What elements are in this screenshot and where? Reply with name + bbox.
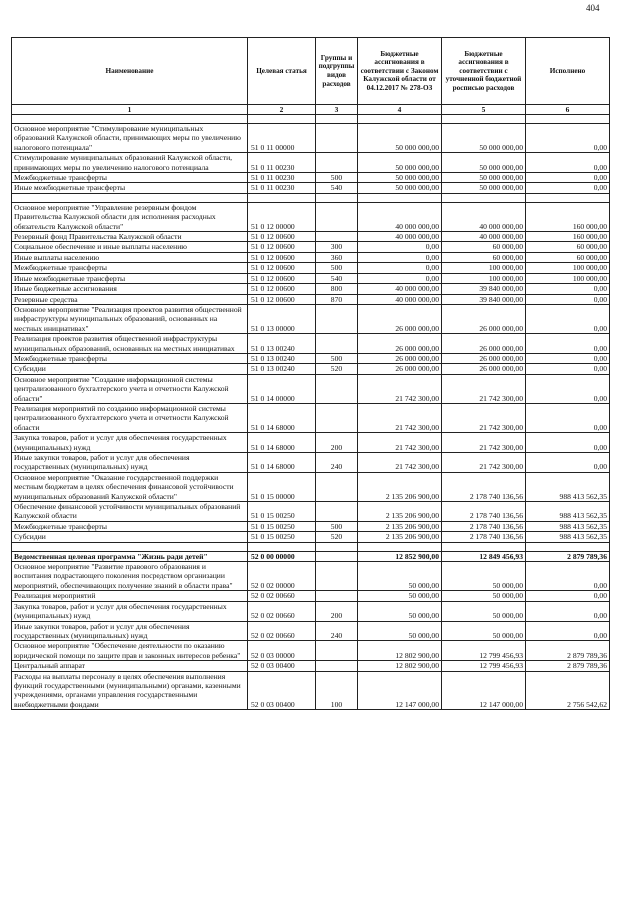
cell-target-code: 51 0 12 00600 — [248, 252, 316, 262]
table-row — [12, 153, 610, 173]
spacer-cell — [358, 115, 442, 124]
cell-executed: 0,00 — [526, 153, 610, 173]
cell-budget-law: 40 000 000,00 — [358, 294, 442, 304]
cell-expense-kind — [316, 661, 358, 671]
cell-budget-law: 2 135 206 900,00 — [358, 502, 442, 522]
cell-expense-kind — [316, 232, 358, 242]
cell-executed: 0,00 — [526, 621, 610, 641]
header-budget-law: Бюджетные ассигнования в соответствии с Законом Калужской области от 04.12.2017 № 278-ОЗ — [358, 38, 442, 105]
spacer-cell — [248, 542, 316, 551]
cell-executed: 0,00 — [526, 374, 610, 403]
cell-target-code: 52 0 03 00400 — [248, 661, 316, 671]
cell-name: Закупка товаров, работ и услуг для обеспечения государственных (муниципальных) нужд — [12, 601, 248, 621]
cell-budget-refined: 39 840 000,00 — [442, 284, 526, 294]
cell-name: Закупка товаров, работ и услуг для обеспечения государственных (муниципальных) нужд — [12, 433, 248, 453]
cell-name: Основное мероприятие "Создание информационной системы централизованного бухгалтерского учета и отчетности Калужской области" — [12, 374, 248, 403]
cell-name: Основное мероприятие "Стимулирование муниципальных образований Калужской области, принимающих меры по увеличению налогового потенциала" — [12, 124, 248, 153]
cell-executed: 2 879 789,36 — [526, 641, 610, 661]
cell-name: Центральный аппарат — [12, 661, 248, 671]
cell-expense-kind — [316, 403, 358, 432]
cell-budget-law: 40 000 000,00 — [358, 284, 442, 294]
cell-target-code: 52 0 02 00660 — [248, 621, 316, 641]
cell-budget-law: 40 000 000,00 — [358, 202, 442, 231]
cell-target-code: 52 0 03 00400 — [248, 671, 316, 710]
cell-name: Социальное обеспечение и иные выплаты населению — [12, 242, 248, 252]
cell-budget-law: 21 742 300,00 — [358, 403, 442, 432]
cell-executed: 0,00 — [526, 433, 610, 453]
table-row — [12, 671, 610, 710]
cell-budget-refined: 21 742 300,00 — [442, 374, 526, 403]
cell-expense-kind — [316, 304, 358, 333]
cell-name: Иные закупки товаров, работ и услуг для обеспечения государственных (муниципальных) нужд — [12, 621, 248, 641]
table-row — [12, 304, 610, 333]
cell-budget-refined: 26 000 000,00 — [442, 364, 526, 374]
table-row — [12, 472, 610, 501]
cell-budget-law: 12 147 000,00 — [358, 671, 442, 710]
spacer-row — [12, 193, 610, 202]
col-number: 5 — [442, 105, 526, 115]
header-name: Наименование — [12, 38, 248, 105]
cell-target-code: 52 0 02 00660 — [248, 601, 316, 621]
cell-target-code: 51 0 15 00250 — [248, 521, 316, 531]
cell-executed: 0,00 — [526, 294, 610, 304]
cell-target-code: 52 0 03 00000 — [248, 641, 316, 661]
cell-budget-law: 2 135 206 900,00 — [358, 521, 442, 531]
cell-budget-refined: 60 000,00 — [442, 242, 526, 252]
cell-target-code: 52 0 02 00000 — [248, 562, 316, 591]
cell-name: Обеспечение финансовой устойчивости муниципальных образований Калужской области — [12, 502, 248, 522]
cell-budget-refined: 2 178 740 136,56 — [442, 472, 526, 501]
table-row — [12, 374, 610, 403]
cell-budget-refined: 100 000,00 — [442, 263, 526, 273]
cell-expense-kind: 200 — [316, 433, 358, 453]
spacer-cell — [316, 115, 358, 124]
cell-expense-kind — [316, 591, 358, 601]
cell-target-code: 51 0 11 00230 — [248, 183, 316, 193]
cell-budget-refined: 40 000 000,00 — [442, 202, 526, 231]
cell-executed: 100 000,00 — [526, 273, 610, 283]
table-row — [12, 364, 610, 374]
spacer-row — [12, 115, 610, 124]
cell-budget-refined: 50 000 000,00 — [442, 124, 526, 153]
cell-expense-kind — [316, 374, 358, 403]
cell-executed: 0,00 — [526, 591, 610, 601]
spacer-cell — [358, 542, 442, 551]
cell-executed: 988 413 562,35 — [526, 472, 610, 501]
cell-target-code: 51 0 14 68000 — [248, 453, 316, 473]
cell-executed: 0,00 — [526, 601, 610, 621]
spacer-cell — [526, 115, 610, 124]
cell-target-code: 51 0 13 00240 — [248, 364, 316, 374]
cell-expense-kind — [316, 334, 358, 354]
cell-executed: 60 000,00 — [526, 242, 610, 252]
cell-budget-law: 26 000 000,00 — [358, 353, 442, 363]
cell-executed: 0,00 — [526, 183, 610, 193]
cell-budget-law: 2 135 206 900,00 — [358, 532, 442, 542]
cell-budget-refined: 21 742 300,00 — [442, 433, 526, 453]
cell-budget-refined: 50 000 000,00 — [442, 153, 526, 173]
cell-expense-kind: 240 — [316, 621, 358, 641]
cell-expense-kind — [316, 562, 358, 591]
cell-name: Расходы на выплаты персоналу в целях обеспечения выполнения функций государственными (муниципальными) органами, казенными учреждениями, органами управления государственными внебюджетными фондами — [12, 671, 248, 710]
spacer-cell — [316, 542, 358, 551]
cell-expense-kind: 240 — [316, 453, 358, 473]
table-row — [12, 403, 610, 432]
col-number: 6 — [526, 105, 610, 115]
page-number: 404 — [586, 3, 600, 13]
cell-executed: 0,00 — [526, 453, 610, 473]
cell-budget-law: 26 000 000,00 — [358, 334, 442, 354]
cell-expense-kind: 520 — [316, 532, 358, 542]
cell-expense-kind — [316, 472, 358, 501]
cell-target-code: 51 0 11 00000 — [248, 124, 316, 153]
cell-executed: 0,00 — [526, 353, 610, 363]
cell-name: Иные межбюджетные трансферты — [12, 273, 248, 283]
table-row — [12, 661, 610, 671]
col-number: 4 — [358, 105, 442, 115]
cell-expense-kind — [316, 502, 358, 522]
header-groups: Группы и подгруппы видов расходов — [316, 38, 358, 105]
cell-expense-kind: 540 — [316, 273, 358, 283]
cell-budget-refined: 50 000 000,00 — [442, 183, 526, 193]
cell-target-code: 51 0 12 00600 — [248, 294, 316, 304]
cell-name: Иные выплаты населению — [12, 252, 248, 262]
cell-budget-law: 50 000,00 — [358, 591, 442, 601]
spacer-cell — [248, 115, 316, 124]
cell-budget-refined: 2 178 740 136,56 — [442, 502, 526, 522]
cell-target-code: 51 0 14 00000 — [248, 374, 316, 403]
cell-name: Основное мероприятие "Обеспечение деятельности по оказанию юридической помощи по защите прав и законных интересов ребенка" — [12, 641, 248, 661]
cell-expense-kind — [316, 202, 358, 231]
cell-expense-kind: 500 — [316, 263, 358, 273]
cell-budget-refined: 26 000 000,00 — [442, 334, 526, 354]
cell-target-code: 51 0 15 00250 — [248, 502, 316, 522]
cell-executed: 988 413 562,35 — [526, 532, 610, 542]
table-row — [12, 334, 610, 354]
cell-expense-kind — [316, 641, 358, 661]
cell-budget-law: 50 000,00 — [358, 601, 442, 621]
cell-budget-law: 0,00 — [358, 263, 442, 273]
table-row — [12, 183, 610, 193]
cell-budget-refined: 100 000,00 — [442, 273, 526, 283]
cell-name: Межбюджетные трансферты — [12, 353, 248, 363]
cell-executed: 0,00 — [526, 173, 610, 183]
cell-name: Реализация мероприятий — [12, 591, 248, 601]
cell-expense-kind: 520 — [316, 364, 358, 374]
spacer-row — [12, 542, 610, 551]
table-row — [12, 453, 610, 473]
spacer-cell — [316, 193, 358, 202]
cell-budget-law: 50 000 000,00 — [358, 183, 442, 193]
cell-budget-refined: 50 000,00 — [442, 562, 526, 591]
cell-target-code: 51 0 14 68000 — [248, 433, 316, 453]
header-executed: Исполнено — [526, 38, 610, 105]
cell-budget-law: 0,00 — [358, 242, 442, 252]
table-row — [12, 202, 610, 231]
col-number: 1 — [12, 105, 248, 115]
table-row — [12, 551, 610, 561]
table-row — [12, 263, 610, 273]
cell-name: Стимулирование муниципальных образований Калужской области, принимающих меры по увеличению налогового потенциала — [12, 153, 248, 173]
cell-budget-refined: 40 000 000,00 — [442, 232, 526, 242]
cell-budget-refined: 2 178 740 136,56 — [442, 521, 526, 531]
cell-expense-kind: 500 — [316, 521, 358, 531]
cell-target-code: 51 0 13 00240 — [248, 353, 316, 363]
spacer-cell — [526, 193, 610, 202]
table-row — [12, 562, 610, 591]
col-number: 2 — [248, 105, 316, 115]
spacer-cell — [442, 115, 526, 124]
cell-name: Субсидии — [12, 364, 248, 374]
spacer-cell — [12, 542, 248, 551]
table-row — [12, 502, 610, 522]
cell-executed: 2 879 789,36 — [526, 661, 610, 671]
cell-budget-refined: 12 799 456,93 — [442, 641, 526, 661]
spacer-cell — [248, 193, 316, 202]
table-row — [12, 273, 610, 283]
cell-name: Основное мероприятие "Развитие правового образования и воспитания подрастающего поколения посредством организации мероприятий, обеспечивающих получение знаний в области права" — [12, 562, 248, 591]
cell-budget-law: 12 852 900,00 — [358, 551, 442, 561]
cell-executed: 988 413 562,35 — [526, 521, 610, 531]
spacer-cell — [12, 115, 248, 124]
cell-expense-kind: 100 — [316, 671, 358, 710]
cell-budget-refined: 12 849 456,93 — [442, 551, 526, 561]
spacer-cell — [442, 542, 526, 551]
cell-budget-refined: 2 178 740 136,56 — [442, 532, 526, 542]
cell-name: Субсидии — [12, 532, 248, 542]
header-target: Целевая статья — [248, 38, 316, 105]
cell-budget-refined: 60 000,00 — [442, 252, 526, 262]
cell-target-code: 51 0 15 00250 — [248, 532, 316, 542]
cell-budget-refined: 39 840 000,00 — [442, 294, 526, 304]
spacer-cell — [526, 542, 610, 551]
cell-budget-law: 50 000 000,00 — [358, 173, 442, 183]
cell-name: Иные закупки товаров, работ и услуг для обеспечения государственных (муниципальных) нужд — [12, 453, 248, 473]
cell-name: Межбюджетные трансферты — [12, 263, 248, 273]
cell-name: Основное мероприятие "Управление резервным фондом Правительства Калужской области для исполнения расходных обязательств Калужской области" — [12, 202, 248, 231]
cell-budget-refined: 26 000 000,00 — [442, 353, 526, 363]
spacer-cell — [12, 193, 248, 202]
cell-target-code: 51 0 13 00000 — [248, 304, 316, 333]
cell-budget-law: 21 742 300,00 — [358, 453, 442, 473]
cell-expense-kind — [316, 124, 358, 153]
spacer-cell — [442, 193, 526, 202]
table-row — [12, 601, 610, 621]
cell-budget-law: 50 000 000,00 — [358, 124, 442, 153]
cell-budget-law: 21 742 300,00 — [358, 374, 442, 403]
cell-executed: 0,00 — [526, 124, 610, 153]
cell-budget-refined: 50 000 000,00 — [442, 173, 526, 183]
cell-name: Резервный фонд Правительства Калужской области — [12, 232, 248, 242]
table-row — [12, 532, 610, 542]
table-row — [12, 521, 610, 531]
cell-budget-law: 50 000,00 — [358, 621, 442, 641]
cell-name: Межбюджетные трансферты — [12, 173, 248, 183]
table-row — [12, 242, 610, 252]
cell-budget-law: 26 000 000,00 — [358, 304, 442, 333]
cell-budget-refined: 12 147 000,00 — [442, 671, 526, 710]
cell-target-code: 51 0 12 00600 — [248, 263, 316, 273]
table-row — [12, 591, 610, 601]
cell-budget-law: 0,00 — [358, 273, 442, 283]
table-header-row — [12, 38, 610, 105]
cell-budget-law: 50 000 000,00 — [358, 153, 442, 173]
table-row — [12, 232, 610, 242]
cell-executed: 2 879 789,36 — [526, 551, 610, 561]
cell-expense-kind: 500 — [316, 353, 358, 363]
table-row — [12, 173, 610, 183]
cell-budget-refined: 26 000 000,00 — [442, 304, 526, 333]
cell-expense-kind — [316, 551, 358, 561]
cell-budget-law: 12 802 900,00 — [358, 661, 442, 671]
cell-budget-refined: 50 000,00 — [442, 621, 526, 641]
cell-budget-law: 12 802 900,00 — [358, 641, 442, 661]
cell-budget-refined: 21 742 300,00 — [442, 453, 526, 473]
cell-expense-kind: 540 — [316, 183, 358, 193]
table-row — [12, 353, 610, 363]
table-row — [12, 284, 610, 294]
cell-target-code: 52 0 00 00000 — [248, 551, 316, 561]
table-body — [12, 115, 610, 710]
cell-executed: 0,00 — [526, 334, 610, 354]
cell-name: Иные межбюджетные трансферты — [12, 183, 248, 193]
header-budget-refined: Бюджетные ассигнования в соответствии с уточненной бюджетной росписью расходов — [442, 38, 526, 105]
budget-table — [11, 37, 610, 710]
cell-target-code: 51 0 12 00600 — [248, 284, 316, 294]
cell-budget-law: 40 000 000,00 — [358, 232, 442, 242]
cell-expense-kind: 500 — [316, 173, 358, 183]
cell-name: Реализация проектов развития общественной инфраструктуры муниципальных образований, основанных на местных инициативах — [12, 334, 248, 354]
cell-name: Резервные средства — [12, 294, 248, 304]
cell-target-code: 51 0 12 00600 — [248, 242, 316, 252]
table-row — [12, 294, 610, 304]
cell-executed: 0,00 — [526, 403, 610, 432]
cell-executed: 0,00 — [526, 364, 610, 374]
cell-expense-kind: 870 — [316, 294, 358, 304]
cell-executed: 2 756 542,62 — [526, 671, 610, 710]
cell-budget-refined: 50 000,00 — [442, 601, 526, 621]
cell-target-code: 51 0 12 00600 — [248, 273, 316, 283]
cell-target-code: 51 0 12 00600 — [248, 232, 316, 242]
cell-budget-refined: 21 742 300,00 — [442, 403, 526, 432]
cell-executed: 100 000,00 — [526, 263, 610, 273]
table-row — [12, 124, 610, 153]
cell-budget-law: 2 135 206 900,00 — [358, 472, 442, 501]
cell-expense-kind: 300 — [316, 242, 358, 252]
spacer-cell — [358, 193, 442, 202]
cell-target-code: 51 0 11 00230 — [248, 153, 316, 173]
cell-target-code: 51 0 12 00000 — [248, 202, 316, 231]
cell-budget-law: 26 000 000,00 — [358, 364, 442, 374]
cell-expense-kind — [316, 153, 358, 173]
cell-budget-law: 0,00 — [358, 252, 442, 262]
cell-name: Межбюджетные трансферты — [12, 521, 248, 531]
cell-expense-kind: 800 — [316, 284, 358, 294]
cell-name: Основное мероприятие "Оказание государственной поддержки местным бюджетам в целях обеспечения финансовой устойчивости муниципальных образований Калужской области" — [12, 472, 248, 501]
cell-name: Ведомственная целевая программа "Жизнь ради детей" — [12, 551, 248, 561]
cell-target-code: 51 0 13 00240 — [248, 334, 316, 354]
cell-target-code: 51 0 11 00230 — [248, 173, 316, 183]
cell-budget-refined: 12 799 456,93 — [442, 661, 526, 671]
column-number-row — [12, 105, 610, 115]
cell-executed: 0,00 — [526, 284, 610, 294]
cell-budget-law: 50 000,00 — [358, 562, 442, 591]
cell-executed: 0,00 — [526, 304, 610, 333]
cell-budget-law: 21 742 300,00 — [358, 433, 442, 453]
cell-executed: 0,00 — [526, 562, 610, 591]
table-row — [12, 621, 610, 641]
cell-executed: 988 413 562,35 — [526, 502, 610, 522]
cell-expense-kind: 360 — [316, 252, 358, 262]
cell-name: Иные бюджетные ассигнования — [12, 284, 248, 294]
cell-executed: 60 000,00 — [526, 252, 610, 262]
cell-executed: 160 000,00 — [526, 202, 610, 231]
table-row — [12, 641, 610, 661]
cell-expense-kind: 200 — [316, 601, 358, 621]
cell-budget-refined: 50 000,00 — [442, 591, 526, 601]
cell-name: Основное мероприятие "Реализация проектов развития общественной инфраструктуры муниципальных образований, основанных на местных инициативах" — [12, 304, 248, 333]
col-number: 3 — [316, 105, 358, 115]
cell-target-code: 51 0 14 68000 — [248, 403, 316, 432]
cell-target-code: 51 0 15 00000 — [248, 472, 316, 501]
cell-executed: 160 000,00 — [526, 232, 610, 242]
table-row — [12, 433, 610, 453]
cell-name: Реализация мероприятий по созданию информационной системы централизованного бухгалтерского учета и отчетности Калужской области — [12, 403, 248, 432]
cell-target-code: 52 0 02 00660 — [248, 591, 316, 601]
table-row — [12, 252, 610, 262]
